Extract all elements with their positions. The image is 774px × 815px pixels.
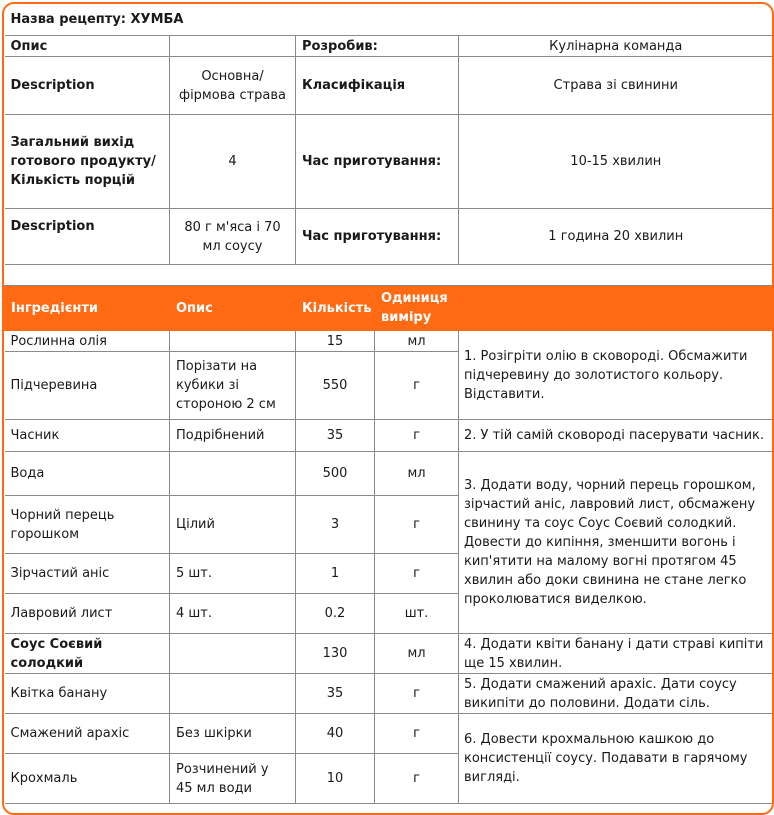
header-unit: Одиниця виміру (375, 286, 459, 331)
info-label: Description (5, 57, 170, 115)
info-label: Опис (5, 36, 170, 57)
ingredient-qty: 550 (296, 352, 375, 420)
ingredient-unit: мл (375, 452, 459, 496)
title-row (5, 4, 773, 36)
step-2: 2. У тій самій сковороді пасерувати часник. (459, 420, 773, 452)
ingredient-desc (170, 674, 296, 714)
info-value-2: 1 година 20 хвилин (459, 209, 773, 265)
ingredient-name: Вода (5, 452, 170, 496)
ingredient-desc: 5 шт. (170, 554, 296, 594)
info-value-2: Кулінарна команда (459, 36, 773, 57)
ingredient-desc: Подрібнений (170, 420, 296, 452)
ingredient-qty: 40 (296, 714, 375, 754)
info-value (170, 36, 296, 57)
step-5: 5. Додати смажений арахіс. Дати соусу википіти до половини. Додати сіль. (459, 674, 773, 714)
ingredient-desc: 4 шт. (170, 594, 296, 634)
table-row (5, 452, 773, 496)
ingredient-name: Часник (5, 420, 170, 452)
step-3: 3. Додати воду, чорний перець горошком, зірчастий аніс, лавровий лист, обсмажену свинину та соус Соус Соєвий солодкий. Довести до кипіння, зменшити вогонь і кип'ятити на малому вогні протягом 45 хвилин або доки свинина не стане легко проколюватися виделкою. (459, 452, 773, 634)
spacer-row (5, 265, 773, 286)
ingredient-qty: 35 (296, 674, 375, 714)
info-row (5, 209, 773, 265)
ingredient-qty: 35 (296, 420, 375, 452)
ingredient-unit: г (375, 496, 459, 554)
info-label-2: Час приготування: (296, 115, 459, 209)
ingredient-qty: 1 (296, 554, 375, 594)
ingredient-unit: г (375, 420, 459, 452)
ingredient-qty: 10 (296, 754, 375, 804)
ingredient-qty: 130 (296, 634, 375, 674)
ingredient-desc: Розчинений у 45 мл води (170, 754, 296, 804)
info-row (5, 36, 773, 57)
ingredient-unit: мл (375, 634, 459, 674)
table-row (5, 420, 773, 452)
ingredient-unit: г (375, 714, 459, 754)
recipe-title: Назва рецепту: ХУМБА (5, 4, 773, 36)
ingredient-name: Лавровий лист (5, 594, 170, 634)
step-1: 1. Розігріти олію в сковороді. Обсмажити підчеревину до золотистого кольору. Відставити. (459, 331, 773, 420)
ingredient-unit: г (375, 352, 459, 420)
info-label-2: Класифікація (296, 57, 459, 115)
ingredient-qty: 15 (296, 331, 375, 352)
ingredient-name: Чорний перець горошком (5, 496, 170, 554)
step-6: 6. Довести крохмальною кашкою до консистенції соусу. Подавати в гарячому вигляді. (459, 714, 773, 804)
ingredient-desc (170, 634, 296, 674)
info-row (5, 115, 773, 209)
ingredient-unit: г (375, 754, 459, 804)
info-value: Основна/фірмова страва (170, 57, 296, 115)
header-description: Опис (170, 286, 296, 331)
ingredient-qty: 0.2 (296, 594, 375, 634)
ingredient-unit: шт. (375, 594, 459, 634)
recipe-card (2, 2, 774, 815)
info-value: 80 г м'яса і 70 мл соусу (170, 209, 296, 265)
ingredient-name: Крохмаль (5, 754, 170, 804)
info-label: Загальний вихід готового продукту/Кількість порцій (5, 115, 170, 209)
ingredient-unit: мл (375, 331, 459, 352)
ingredient-qty: 500 (296, 452, 375, 496)
header-ingredients: Інгредієнти (5, 286, 170, 331)
header-steps (459, 286, 773, 331)
info-label: Description (5, 209, 170, 265)
ingredient-desc: Без шкірки (170, 714, 296, 754)
info-label-2: Розробив: (296, 36, 459, 57)
info-label-2: Час приготування: (296, 209, 459, 265)
info-value: 4 (170, 115, 296, 209)
info-value-2: 10-15 хвилин (459, 115, 773, 209)
ingredient-desc (170, 452, 296, 496)
ingredient-name: Підчеревина (5, 352, 170, 420)
header-quantity: Кількість (296, 286, 375, 331)
table-row (5, 331, 773, 352)
ingredient-name: Рослинна олія (5, 331, 170, 352)
ingredient-unit: г (375, 674, 459, 714)
ingredient-name: Зірчастий аніс (5, 554, 170, 594)
ingredient-name: Квітка банану (5, 674, 170, 714)
ingredient-qty: 3 (296, 496, 375, 554)
ingredient-unit: г (375, 554, 459, 594)
table-row (5, 714, 773, 754)
ingredient-desc: Порізати на кубики зі стороною 2 см (170, 352, 296, 420)
info-value-2: Страва зі свинини (459, 57, 773, 115)
ingredient-name: Смажений арахіс (5, 714, 170, 754)
table-row (5, 634, 773, 674)
step-4: 4. Додати квіти банану і дати страві кипіти ще 15 хвилин. (459, 634, 773, 674)
ingredient-desc (170, 331, 296, 352)
table-row (5, 674, 773, 714)
info-row (5, 57, 773, 115)
ingredients-header (5, 286, 773, 331)
ingredient-name: Соус Соєвий солодкий (5, 634, 170, 674)
recipe-table (4, 4, 773, 804)
ingredient-desc: Цілий (170, 496, 296, 554)
